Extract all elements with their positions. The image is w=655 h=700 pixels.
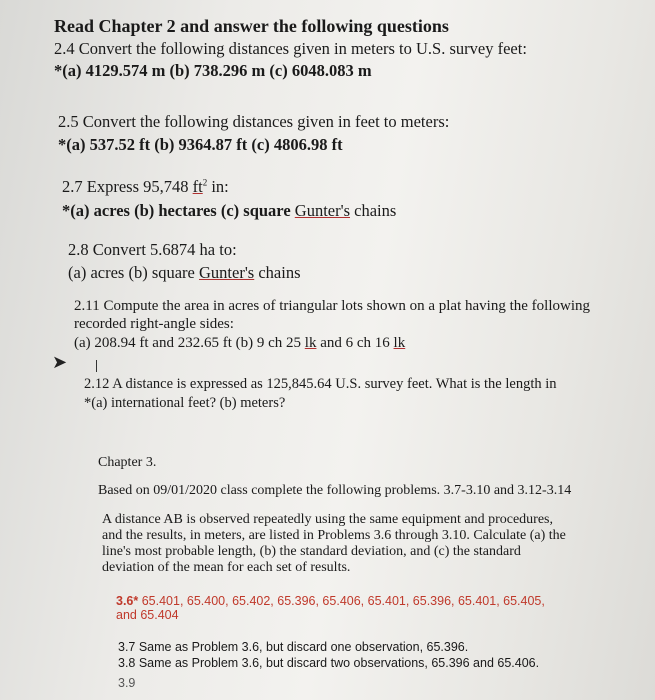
question-2-5: 2.5 Convert the following distances given in feet to meters: xyxy=(58,112,450,131)
chapter-3-problem-text xyxy=(102,512,566,576)
chapter-3-intro: Based on 09/01/2020 class complete the following problems. 3.7-3.10 and 3.12-3.14 xyxy=(98,483,572,498)
problem-paragraph-line-2: and the results, in meters, are listed in Problems 3.6 through 3.10. Calculate (a) the xyxy=(102,528,566,543)
header-block xyxy=(54,16,527,81)
question-2-11-cont: recorded right-angle sides: xyxy=(74,316,234,332)
problem-3-6-line-2: and 65.404 xyxy=(116,608,179,622)
chapter-3-block xyxy=(98,455,571,499)
question-2-11: 2.11 Compute the area in acres of triangular lots shown on a plat having the following xyxy=(74,298,590,314)
question-2-7-parts: *(a) acres (b) hectares (c) square Gunter's chains xyxy=(62,201,397,220)
mouse-cursor-icon: ➤ xyxy=(52,352,68,372)
question-2-8-parts: (a) acres (b) square Gunter's chains xyxy=(68,263,301,282)
question-2-8: 2.8 Convert 5.6874 ha to: xyxy=(68,240,237,259)
question-2-5-parts: *(a) 537.52 ft (b) 9364.87 ft (c) 4806.98 ft xyxy=(58,135,343,154)
problem-3-6 xyxy=(116,594,545,622)
question-2-7: 2.7 Express 95,748 $ft^2$ in: xyxy=(62,177,229,196)
question-2-12: 2.12 A distance is expressed as 125,845.64 U.S. survey feet. What is the length in xyxy=(84,376,557,392)
problem-3-7: 3.7 Same as Problem 3.6, but discard one observation, 65.396. xyxy=(118,640,469,654)
question-2-12-block xyxy=(84,376,557,412)
question-2-4-parts: *(a) 4129.574 m (b) 738.296 m (c) 6048.083 m xyxy=(54,61,372,80)
problem-3-6-line-1: 3.6* 65.401, 65.400, 65.402, 65.396, 65.406, 65.401, 65.396, 65.401, 65.405, xyxy=(116,594,545,608)
question-2-7-block xyxy=(62,177,396,221)
problem-3-9: 3.9 xyxy=(118,676,136,690)
problem-paragraph-line-4: deviation of the mean for each set of results. xyxy=(102,560,351,575)
question-2-8-block xyxy=(68,240,301,283)
page-title: Read Chapter 2 and answer the following questions xyxy=(54,16,449,36)
question-2-4: 2.4 Convert the following distances given in meters to U.S. survey feet: xyxy=(54,39,527,58)
question-2-11-parts: (a) 208.94 ft and 232.65 ft (b) 9 ch 25 lk and 6 ch 16 lk xyxy=(74,335,406,351)
problems-3-7-3-8 xyxy=(118,640,539,690)
chapter-3-title: Chapter 3. xyxy=(98,455,157,470)
question-2-5-block xyxy=(58,112,449,155)
problem-paragraph-line-3: line's most probable length, (b) the standard deviation, and (c) the standard xyxy=(102,544,521,559)
question-2-11-block xyxy=(74,298,590,352)
question-2-12-parts: *(a) international feet? (b) meters? xyxy=(84,395,286,411)
problem-paragraph-line-1: A distance AB is observed repeatedly using the same equipment and procedures, xyxy=(102,512,553,527)
text-cursor xyxy=(96,360,97,372)
problem-3-8: 3.8 Same as Problem 3.6, but discard two observations, 65.396 and 65.406. xyxy=(118,656,540,670)
